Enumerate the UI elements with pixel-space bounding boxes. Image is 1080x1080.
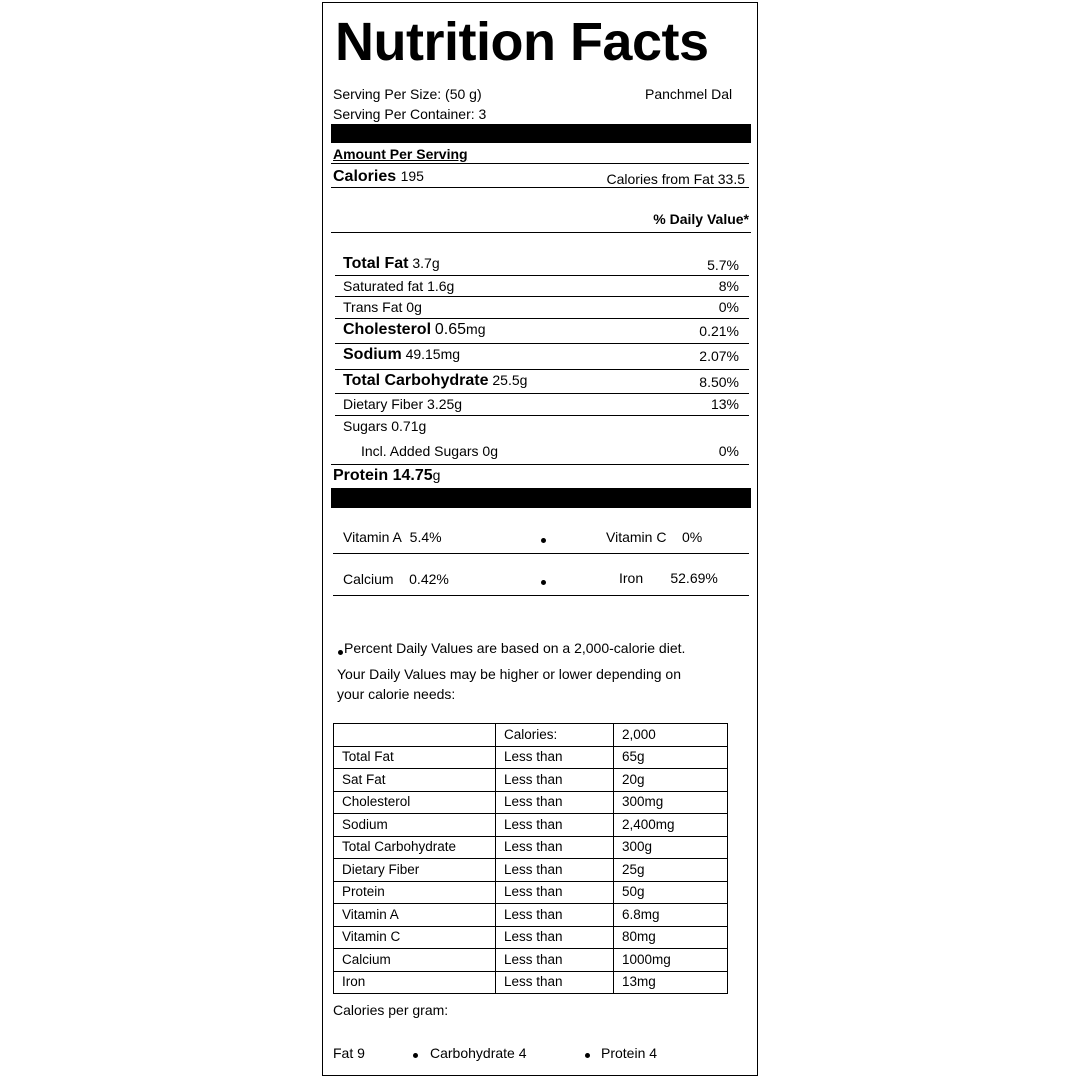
table-row: [334, 746, 728, 769]
calories-per-gram-protein: Protein 4: [601, 1045, 658, 1061]
table-cell: Less than: [496, 926, 614, 949]
table-cell: Cholesterol: [334, 791, 496, 814]
table-cell: Less than: [496, 904, 614, 927]
iron-label: Iron: [619, 570, 644, 586]
divider: [331, 464, 749, 465]
table-cell: Dietary Fiber: [334, 859, 496, 882]
table-row: [334, 926, 728, 949]
table-header-row: [334, 724, 728, 747]
table-cell: 20g: [614, 769, 728, 792]
calories-row: [333, 168, 424, 186]
thick-divider: [331, 124, 751, 143]
bullet-icon: [585, 1053, 590, 1058]
nutrient-amount: 0g: [482, 443, 498, 459]
protein-label: Protein: [333, 467, 389, 484]
vitamin-c: [606, 529, 702, 545]
table-cell: 300mg: [614, 791, 728, 814]
nutrient-amount: 1.6g: [427, 278, 455, 294]
vitamin-a: [343, 529, 442, 545]
table-row: [334, 859, 728, 882]
nutrient-dv: 8.50%: [699, 374, 739, 390]
nutrient-cholesterol: [343, 321, 486, 339]
protein-unit: g: [432, 467, 441, 483]
table-row: [334, 836, 728, 859]
daily-value-header: % Daily Value*: [653, 211, 749, 227]
thick-divider: [331, 488, 751, 508]
nutrient-dv: 2.07%: [699, 348, 739, 364]
calories-per-gram-label: Calories per gram:: [333, 1002, 449, 1018]
table-cell: 1000mg: [614, 949, 728, 972]
nutrient-amount: 0.71g: [391, 418, 427, 434]
table-cell: 65g: [614, 746, 728, 769]
table-cell: Less than: [496, 746, 614, 769]
table-cell: Vitamin C: [334, 926, 496, 949]
nutrient-label: Saturated fat: [343, 278, 424, 294]
amount-per-serving: Amount Per Serving: [333, 146, 468, 162]
table-row: [334, 814, 728, 837]
product-name: Panchmel Dal: [645, 86, 733, 102]
calories-per-gram-fat: Fat 9: [333, 1045, 365, 1061]
nutrient-amount: 25.5g: [492, 372, 528, 388]
table-cell: Calcium: [334, 949, 496, 972]
divider: [333, 553, 749, 554]
table-row: [334, 904, 728, 927]
footnote-your-values-1: Your Daily Values may be higher or lower depending on: [337, 666, 681, 682]
table-cell: Vitamin A: [334, 904, 496, 927]
table-row: [334, 881, 728, 904]
nutrient-label: Sugars: [343, 418, 388, 434]
nutrient-total-fat: [343, 255, 440, 273]
table-cell: Sodium: [334, 814, 496, 837]
vitamin-a-value: 5.4%: [409, 529, 442, 545]
vitamin-c-value: 0%: [682, 529, 703, 545]
nutrient-dv: 0%: [718, 443, 739, 459]
divider: [331, 187, 749, 188]
calcium-value: 0.42%: [409, 571, 449, 587]
nutrient-amount: 0.65: [434, 321, 467, 338]
nutrient-label: Sodium: [343, 346, 402, 363]
footnote-percent: Percent Daily Values are based on a 2,000-calorie diet.: [344, 640, 686, 656]
page-title: Nutrition Facts: [335, 12, 709, 72]
table-cell: Less than: [496, 949, 614, 972]
nutrient-dv: 0%: [718, 299, 739, 315]
divider: [335, 296, 749, 297]
table-cell: Less than: [496, 791, 614, 814]
divider: [333, 595, 749, 596]
daily-values-table: [333, 723, 728, 994]
nutrient-label: Trans Fat: [343, 299, 403, 315]
table-row: [334, 791, 728, 814]
table-cell: Total Carbohydrate: [334, 836, 496, 859]
nutrient-sugars: [343, 418, 426, 434]
table-row: [334, 949, 728, 972]
calories-label: Calories: [333, 168, 397, 185]
serving-size: Serving Per Size: (50 g): [333, 86, 482, 102]
nutrient-total-carbohydrate: [343, 372, 527, 390]
bullet-icon: [541, 538, 546, 543]
table-cell: Protein: [334, 881, 496, 904]
nutrient-dv: 5.7%: [707, 257, 739, 273]
table-cell: Calories:: [496, 724, 614, 747]
nutrient-dv: 0.21%: [699, 323, 739, 339]
table-cell: [334, 724, 496, 747]
table-cell: Less than: [496, 881, 614, 904]
nutrient-trans-fat: [343, 299, 422, 315]
calcium: [343, 571, 449, 587]
protein-row: [333, 467, 440, 485]
bullet-icon: [541, 580, 546, 585]
serving-container: Serving Per Container: 3: [333, 106, 487, 122]
nutrition-label: [322, 2, 758, 1076]
table-cell: 13mg: [614, 971, 728, 994]
table-cell: 6.8mg: [614, 904, 728, 927]
divider: [335, 275, 749, 276]
nutrient-saturated-fat: [343, 278, 454, 294]
divider: [335, 415, 749, 416]
nutrient-unit: mg: [466, 321, 486, 337]
table-cell: 50g: [614, 881, 728, 904]
table-cell: Less than: [496, 769, 614, 792]
nutrient-label: Cholesterol: [343, 321, 432, 338]
table-cell: Less than: [496, 859, 614, 882]
calories-per-gram-carbohydrate: Carbohydrate 4: [430, 1045, 527, 1061]
footnote-your-values-2: your calorie needs:: [337, 686, 456, 702]
nutrient-amount: 3.7g: [412, 255, 440, 271]
table-cell: 80mg: [614, 926, 728, 949]
nutrient-amount: 49.15mg: [405, 346, 461, 362]
table-cell: 2,400mg: [614, 814, 728, 837]
vitamin-c-label: Vitamin C: [606, 529, 667, 545]
divider: [335, 369, 749, 370]
nutrient-sodium: [343, 346, 460, 364]
table-cell: Total Fat: [334, 746, 496, 769]
calories-value: 195: [400, 168, 424, 184]
calcium-label: Calcium: [343, 571, 394, 587]
nutrient-label: Total Carbohydrate: [343, 372, 489, 389]
nutrient-label: Dietary Fiber: [343, 396, 424, 412]
nutrient-label: Total Fat: [343, 255, 409, 272]
nutrient-amount: 0g: [406, 299, 422, 315]
divider: [331, 163, 749, 164]
table-cell: Less than: [496, 836, 614, 859]
nutrient-dv: 13%: [710, 396, 739, 412]
protein-amount: 14.75: [392, 467, 433, 484]
divider: [335, 343, 749, 344]
nutrient-added-sugars: [361, 443, 498, 459]
bullet-icon: [338, 650, 343, 655]
table-cell: 25g: [614, 859, 728, 882]
nutrient-dietary-fiber: [343, 396, 462, 412]
table-cell: Less than: [496, 814, 614, 837]
table-cell: Iron: [334, 971, 496, 994]
nutrient-amount: 3.25g: [427, 396, 463, 412]
calories-from-fat: Calories from Fat 33.5: [606, 171, 745, 187]
table-row: [334, 769, 728, 792]
iron: [619, 570, 718, 586]
iron-value: 52.69%: [670, 570, 718, 586]
table-cell: Sat Fat: [334, 769, 496, 792]
table-cell: Less than: [496, 971, 614, 994]
nutrient-dv: 8%: [718, 278, 739, 294]
nutrient-label: Incl. Added Sugars: [361, 443, 479, 459]
bullet-icon: [413, 1053, 418, 1058]
table-row: [334, 971, 728, 994]
divider: [331, 232, 751, 233]
table-cell: 2,000: [614, 724, 728, 747]
divider: [335, 318, 749, 319]
vitamin-a-label: Vitamin A: [343, 529, 402, 545]
divider: [335, 393, 749, 394]
table-cell: 300g: [614, 836, 728, 859]
